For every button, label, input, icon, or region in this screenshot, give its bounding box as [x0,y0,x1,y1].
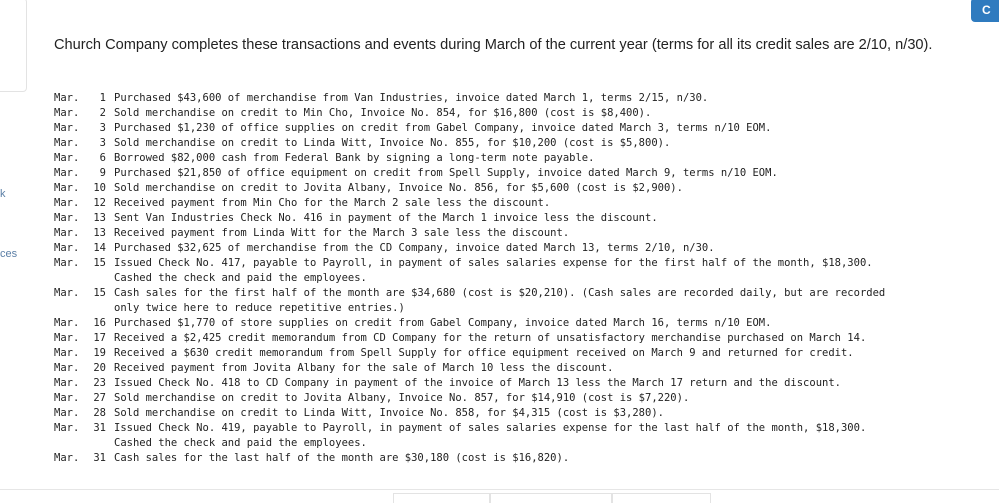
transaction-description: Purchased $1,230 of office supplies on credit from Gabel Company, invoice dated March 3, terms n/10 EOM. [114,122,772,134]
transaction-month: Mar. [54,197,80,209]
problem-intro: Church Company completes these transactions and events during March of the current year (terms for all its credit sales are 2/10, n/30). [54,37,933,53]
transaction-row [54,106,994,121]
transaction-description: Sold merchandise on credit to Jovita Albany, Invoice No. 857, for $14,910 (cost is $7,220). [114,392,690,404]
transaction-day: 14 [93,242,106,254]
transaction-row [54,376,994,391]
transaction-description: Cash sales for the first half of the month are $34,680 (cost is $20,210). (Cash sales are recorded daily, but are recorded only twice here to reduce repetitive entries.) [114,287,886,314]
transaction-day: 10 [93,182,106,194]
transaction-row [54,451,994,466]
transaction-description: Purchased $1,770 of store supplies on credit from Gabel Company, invoice dated March 16, terms n/10 EOM. [114,317,772,329]
transaction-row [54,151,994,166]
transaction-row [54,91,994,106]
bottom-divider [0,489,999,490]
transaction-description: Issued Check No. 417, payable to Payroll, in payment of sales salaries expense for the first half of the month, $18,300. Cashed the check and paid the employees. [114,257,873,284]
transaction-description: Sold merchandise on credit to Linda Witt, Invoice No. 855, for $10,200 (cost is $5,800). [114,137,671,149]
transaction-description: Received a $2,425 credit memorandum from CD Company for the return of unsatisfactory merchandise purchased on March 14. [114,332,867,344]
transaction-month: Mar. [54,377,80,389]
transaction-description: Sold merchandise on credit to Linda Witt, Invoice No. 858, for $4,315 (cost is $3,280). [114,407,664,419]
sidebar-fragment-ces[interactable]: ces [0,248,18,260]
transaction-day: 31 [93,452,106,464]
transaction-month: Mar. [54,137,80,149]
transaction-month: Mar. [54,362,80,374]
transaction-description: Borrowed $82,000 cash from Federal Bank by signing a long-term note payable. [114,152,595,164]
transaction-day: 16 [93,317,106,329]
transaction-month: Mar. [54,407,80,419]
transaction-row [54,136,994,151]
transaction-day: 20 [93,362,106,374]
corner-button[interactable]: C [971,0,999,22]
transaction-month: Mar. [54,452,80,464]
transaction-month: Mar. [54,212,80,224]
transaction-month: Mar. [54,422,80,434]
transaction-day: 15 [93,257,106,269]
transaction-month: Mar. [54,242,80,254]
bottom-tab[interactable] [393,493,491,503]
transaction-row [54,211,994,226]
transaction-day: 13 [93,212,106,224]
transaction-day: 15 [93,287,106,299]
left-sidebar-panel [0,0,27,92]
transaction-row [54,196,994,211]
transaction-day: 3 [99,137,106,149]
transaction-row [54,181,994,196]
transaction-row [54,226,994,241]
transaction-description: Received payment from Jovita Albany for the sale of March 10 less the discount. [114,362,614,374]
transaction-row [54,241,994,256]
transaction-month: Mar. [54,227,80,239]
transaction-description: Issued Check No. 419, payable to Payroll, in payment of sales salaries expense for the last half of the month, $18,300. Cashed the check and paid the employees. [114,422,867,449]
transaction-month: Mar. [54,287,80,299]
transaction-description: Sold merchandise on credit to Min Cho, Invoice No. 854, for $16,800 (cost is $8,400). [114,107,652,119]
transaction-row [54,166,994,181]
transaction-row [54,361,994,376]
transaction-day: 13 [93,227,106,239]
sidebar-fragment-k[interactable]: k [0,188,6,200]
transaction-description: Purchased $43,600 of merchandise from Van Industries, invoice dated March 1, terms 2/15, n/30. [114,92,709,104]
transaction-month: Mar. [54,152,80,164]
transaction-description: Purchased $32,625 of merchandise from the CD Company, invoice dated March 13, terms 2/10, n/30. [114,242,715,254]
transaction-description: Sold merchandise on credit to Jovita Albany, Invoice No. 856, for $5,600 (cost is $2,900). [114,182,683,194]
transaction-row [54,406,994,421]
transaction-description: Cash sales for the last half of the month are $30,180 (cost is $16,820). [114,452,570,464]
transaction-row [54,121,994,136]
transaction-description: Sent Van Industries Check No. 416 in payment of the March 1 invoice less the discount. [114,212,658,224]
transaction-month: Mar. [54,107,80,119]
bottom-tab[interactable] [611,493,711,503]
transaction-description: Purchased $21,850 of office equipment on credit from Spell Supply, invoice dated March 9, terms n/10 EOM. [114,167,778,179]
transaction-day: 23 [93,377,106,389]
transaction-row [54,256,994,286]
transaction-description: Received payment from Linda Witt for the March 3 sale less the discount. [114,227,570,239]
transaction-day: 28 [93,407,106,419]
transaction-row [54,316,994,331]
transaction-month: Mar. [54,92,80,104]
transaction-list [54,91,994,466]
transaction-description: Issued Check No. 418 to CD Company in payment of the invoice of March 13 less the March 17 return and the discount. [114,377,841,389]
transaction-row [54,421,994,451]
transaction-month: Mar. [54,257,80,269]
transaction-month: Mar. [54,167,80,179]
bottom-tab[interactable] [489,493,613,503]
transaction-day: 27 [93,392,106,404]
transaction-row [54,346,994,361]
transaction-day: 17 [93,332,106,344]
transaction-day: 9 [99,167,106,179]
transaction-day: 19 [93,347,106,359]
transaction-description: Received payment from Min Cho for the March 2 sale less the discount. [114,197,551,209]
transaction-day: 1 [99,92,106,104]
transaction-day: 2 [99,107,106,119]
transaction-description: Received a $630 credit memorandum from Spell Supply for office equipment received on March 9 and returned for credit. [114,347,854,359]
transaction-day: 3 [99,122,106,134]
transaction-month: Mar. [54,122,80,134]
transaction-month: Mar. [54,347,80,359]
transaction-day: 12 [93,197,106,209]
transaction-row [54,286,994,316]
transaction-month: Mar. [54,392,80,404]
transaction-row [54,331,994,346]
transaction-month: Mar. [54,317,80,329]
transaction-month: Mar. [54,182,80,194]
transaction-month: Mar. [54,332,80,344]
transaction-row [54,391,994,406]
transaction-day: 31 [93,422,106,434]
transaction-day: 6 [99,152,106,164]
